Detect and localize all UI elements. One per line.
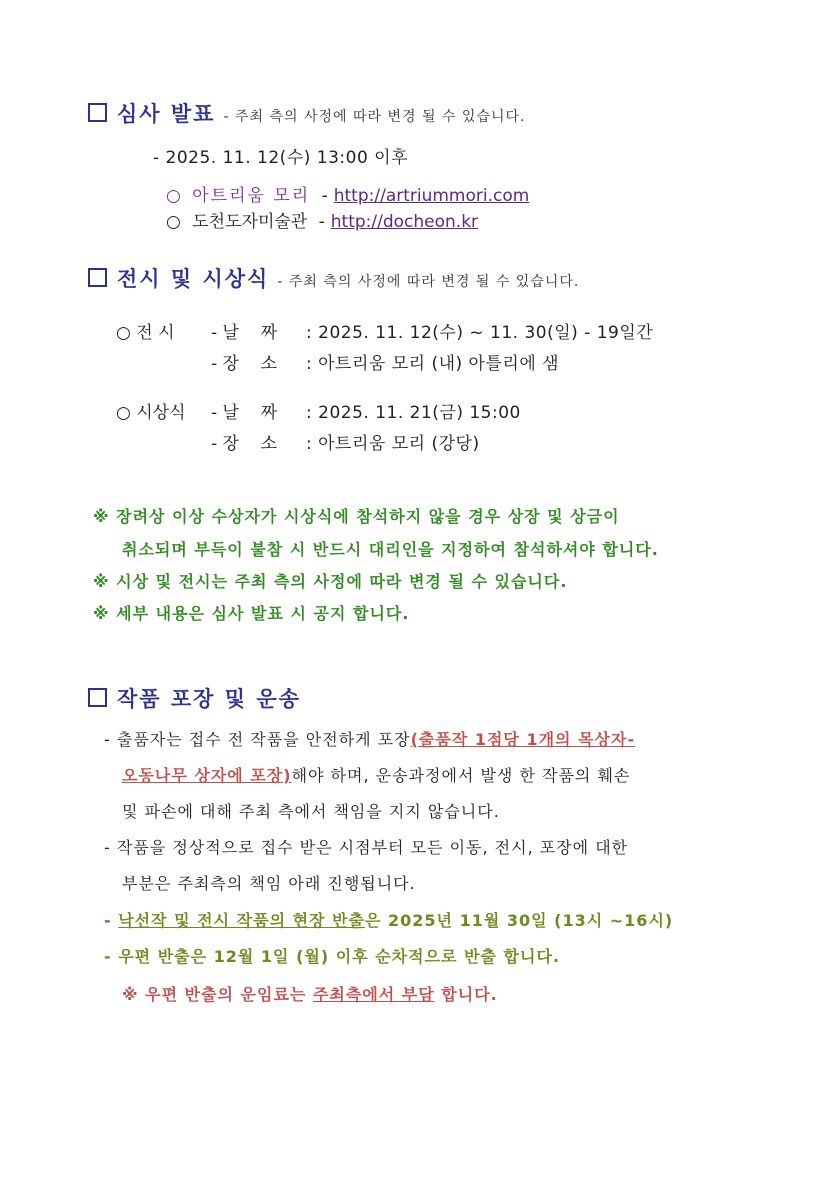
- packaging-para-2-line-1: - 작품을 정상적으로 접수 받은 시점부터 모든 이동, 전시, 포장에 대한: [104, 838, 629, 857]
- venue-link[interactable]: http://docheon.kr: [330, 212, 479, 232]
- packaging-para-2-line-2: 부분은 주최측의 책임 아래 진행됩니다.: [122, 874, 416, 893]
- exhibition-label: ○ 전 시: [116, 323, 175, 343]
- notice-line-3: ※ 세부 내용은 심사 발표 시 공지 합니다.: [93, 604, 410, 623]
- ceremony-date-value: : 2025. 11. 21(금) 15:00: [306, 403, 521, 423]
- packaging-para-1-line-3: 및 파손에 대해 주최 측에서 책임을 지지 않습니다.: [122, 802, 500, 821]
- packaging-requirement-cont: 오동나무 상자에 포장): [122, 766, 292, 785]
- packaging-para-1-line-1: - 출품자는 접수 전 작품을 안전하게 포장(출품작 1점당 1개의 목상자-: [104, 730, 636, 749]
- venue-name: 도천도자미술관: [192, 212, 308, 232]
- section-title: 심사 발표: [117, 102, 216, 126]
- pickup-schedule: - 낙선작 및 전시 작품의 현장 반출은 2025년 11월 30일 (13시 ~16시): [104, 911, 674, 930]
- checkbox-square-icon: [88, 103, 107, 122]
- postal-fee-underlined: 주최측에서 부담: [312, 985, 435, 1004]
- checkbox-square-icon: [88, 268, 107, 287]
- venue-row-artriummori: ○ 아트리움 모리 - http://artriummori.com: [166, 186, 530, 206]
- packaging-para-1-line-2: 오동나무 상자에 포장)해야 하며, 운송과정에서 발생 한 작품의 훼손: [122, 766, 631, 785]
- ceremony-label: ○ 시상식: [116, 403, 186, 423]
- packaging-requirement: (출품작 1점당 1개의 목상자-: [410, 730, 636, 749]
- circle-bullet-icon: ○: [166, 212, 181, 232]
- exhibition-date-key: - 날 짜: [211, 323, 277, 343]
- section-heading-judging: [88, 98, 525, 128]
- section-heading-exhibition: [88, 263, 579, 293]
- exhibition-place-value: : 아트리움 모리 (내) 아틀리에 샘: [306, 354, 560, 374]
- venue-row-docheon: ○ 도천도자미술관 - http://docheon.kr: [166, 212, 479, 232]
- notice-line-2: ※ 시상 및 전시는 주최 측의 사정에 따라 변경 될 수 있습니다.: [93, 572, 568, 591]
- pickup-schedule-underlined: 낙선작 및 전시 작품의 현장 반출: [118, 911, 365, 930]
- notice-line-1: ※ 장려상 이상 수상자가 시상식에 참석하지 않을 경우 상장 및 상금이: [93, 507, 620, 526]
- announcement-date: - 2025. 11. 12(수) 13:00 이후: [153, 148, 409, 168]
- ceremony-place-value: : 아트리움 모리 (강당): [306, 434, 480, 454]
- section-title: 전시 및 시상식: [117, 267, 270, 291]
- section-note: - 주최 측의 사정에 따라 변경 될 수 있습니다.: [277, 274, 580, 290]
- exhibition-place-key: - 장 소: [211, 354, 277, 374]
- postal-fee-line: ※ 우편 반출의 운임료는 주최측에서 부담 합니다.: [122, 985, 498, 1004]
- section-title: 작품 포장 및 운송: [117, 687, 301, 711]
- postal-return-line: - 우편 반출은 12월 1일 (월) 이후 순차적으로 반출 합니다.: [104, 947, 560, 966]
- circle-bullet-icon: ○: [166, 186, 181, 206]
- notice-line-1b: 취소되며 부득이 불참 시 반드시 대리인을 지정하여 참석하셔야 합니다.: [122, 540, 659, 559]
- section-note: - 주최 측의 사정에 따라 변경 될 수 있습니다.: [223, 109, 526, 125]
- checkbox-square-icon: [88, 688, 107, 707]
- ceremony-place-key: - 장 소: [211, 434, 277, 454]
- ceremony-date-key: - 날 짜: [211, 403, 277, 423]
- venue-link[interactable]: http://artriummori.com: [333, 186, 530, 206]
- section-heading-packaging: [88, 683, 301, 713]
- exhibition-date-value: : 2025. 11. 12(수) ~ 11. 30(일) - 19일간: [306, 323, 654, 343]
- venue-name: 아트리움 모리: [192, 186, 311, 206]
